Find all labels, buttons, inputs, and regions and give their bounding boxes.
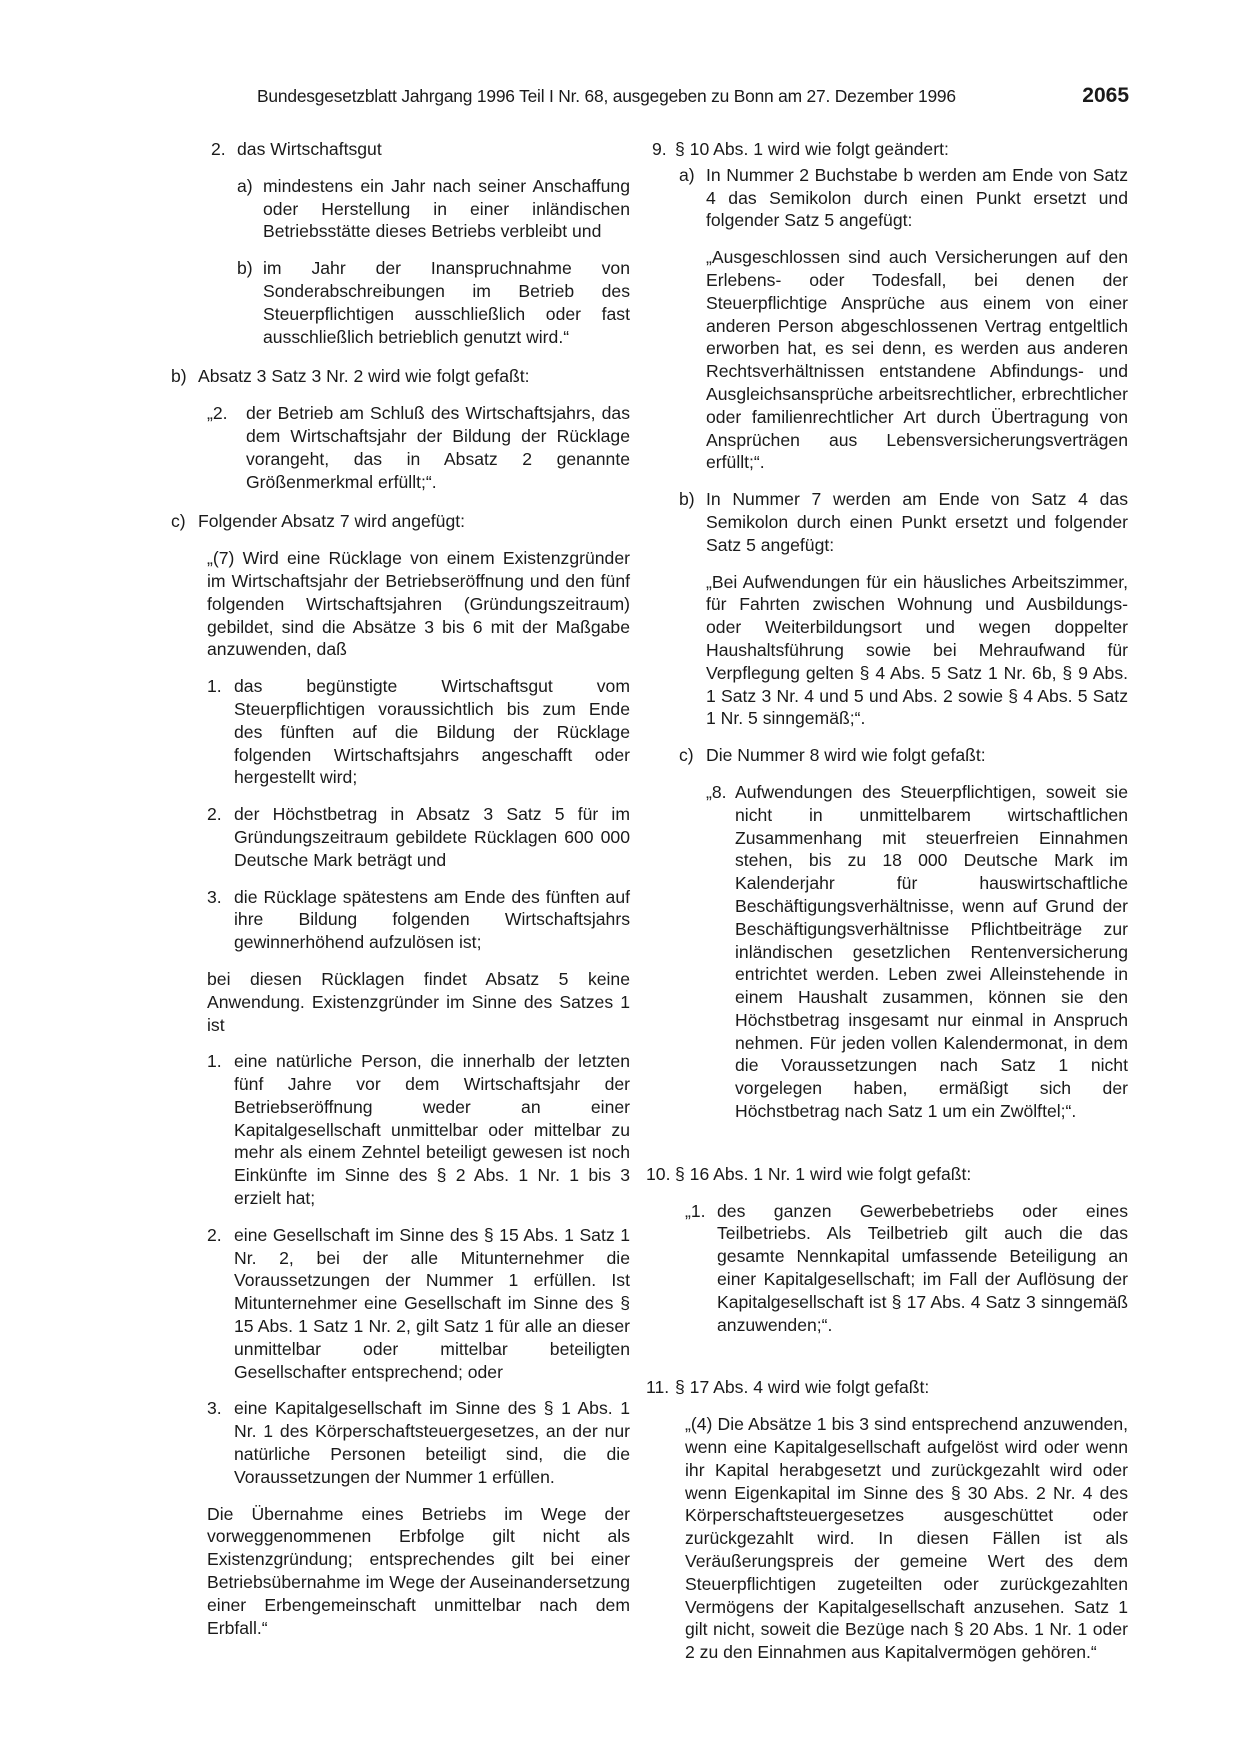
- right-column: [646, 138, 1128, 1664]
- paragraph: „(4) Die Absätze 1 bis 3 sind entsprechend anzuwenden, wenn eine Kapitalgesellschaft aufgelöst wird oder wenn ihr Kapital herabgesetzt und zurückgezahlt wird oder wenn Eigenkapital im Sinne des § 30 Abs. 2 Nr. 4 des Körperschaftsteuergesetzes ausgeschüttet oder zurückgezahlt wird. In diesen Fällen ist als Veräußerungspreis der gemeine Wert des dem Steuerpflichtigen zugeteilten oder zurückgezahlten Vermögens der Kapitalgesellschaft anzusehen. Satz 1 gilt nicht, soweit die Bezüge nach § 20 Abs. 1 Nr. 1 oder 2 zu den Einnahmen aus Kapitalvermögen gehören.“: [685, 1414, 1128, 1663]
- list-item: [679, 488, 1128, 556]
- item-label: „1.: [685, 1200, 706, 1221]
- item-label: 10.: [646, 1163, 671, 1184]
- item-label: 3.: [207, 1398, 222, 1419]
- list-item: [207, 1050, 630, 1210]
- item-label: 2.: [207, 1224, 222, 1245]
- item-label: c): [171, 511, 186, 532]
- paragraph: „Bei Aufwendungen für ein häusliches Arbeitszimmer, für Fahrten zwischen Wohnung und Ausbildungs- oder Weiterbildungsort und wegen doppelter Haushaltsführung sowie bei Mehraufwand für Verpflegung gelten § 4 Abs. 5 Satz 1 Nr. 6b, § 9 Abs. 1 Satz 3 Nr. 4 und 5 und Abs. 2 sowie § 4 Abs. 5 Satz 1 Nr. 5 sinngemäß;“.: [706, 571, 1128, 729]
- list-item: [706, 781, 1128, 1123]
- item-label: 2.: [207, 804, 222, 825]
- item-text: der Höchstbetrag in Absatz 3 Satz 5 für im Gründungszeitraum gebildete Rücklagen 600 000 Deutsche Mark beträgt und: [234, 804, 630, 870]
- item-text: eine Gesellschaft im Sinne des § 15 Abs. 1 Satz 1 Nr. 2, bei der alle Mitunternehmer die Voraussetzungen der Nummer 1 erfüllen. Ist Mitunternehmer eine Gesellschaft im Sinne des § 15 Abs. 1 Satz 1 Nr. 2, gilt Satz 1 für alle an dieser unmittelbar oder mittelbar beteiligten Gesellschafter entsprechend; oder: [234, 1224, 630, 1382]
- item-text: In Nummer 2 Buchstabe b werden am Ende von Satz 4 das Semikolon durch einen Punkt ersetzt und folgender Satz 5 angefügt:: [706, 164, 1128, 231]
- list-item: [679, 164, 1128, 232]
- item-text: im Jahr der Inanspruchnahme von Sonderabschreibungen im Betrieb des Steuerpflichtigen ausschließlich oder fast ausschließlich betrieblich genutzt wird.“: [263, 258, 630, 347]
- paragraph: Die Übernahme eines Betriebs im Wege der vorweggenommenen Erbfolge gilt nicht als Existenzgründung; entsprechendes gilt bei einer Betriebsübernahme im Wege der Auseinandersetzung einer Erbengemeinschaft unmittelbar nach dem Erbfall.“: [207, 1503, 630, 1638]
- list-item: [646, 1163, 1128, 1186]
- paragraph: „Ausgeschlossen sind auch Versicherungen auf den Erlebens- oder Todesfall, bei denen der Steuerpflichtige Ansprüche aus einem von einer anderen Person abgeschlossenen Vertrag entgeltlich erworben hat, es sei denn, es werden aus anderen Rechtsverhältnissen entstandene Abfindungs- und Ausgleichsansprüche arbeitsrechtlicher, erbrechtlicher oder familienrechtlicher Art durch Übertragung von Ansprüchen aus Lebensversicherungsverträgen erfüllt;“.: [706, 247, 1128, 473]
- item-text: der Betrieb am Schluß des Wirtschaftsjahrs, das dem Wirtschaftsjahr der Bildung der Rücklage vorangeht, das in Absatz 2 genannte Größenmerkmal erfüllt;“.: [246, 403, 630, 492]
- item-text: Folgender Absatz 7 wird angefügt:: [198, 511, 466, 532]
- list-item: [685, 1200, 1128, 1337]
- page-header: [257, 86, 1129, 112]
- item-text: eine natürliche Person, die innerhalb der letzten fünf Jahre vor dem Wirtschaftsjahr der Betriebseröffnung weder an einer Kapitalgesellschaft unmittelbar oder mittelbar zu mehr als einem Zehntel beteiligt gewesen ist noch Einkünfte im Sinne des § 2 Abs. 1 Nr. 1 bis 3 erzielt hat;: [234, 1051, 630, 1209]
- item-label: „2.: [207, 403, 228, 424]
- item-label: a): [237, 175, 253, 196]
- list-item: [237, 257, 630, 348]
- item-text: eine Kapitalgesellschaft im Sinne des § 1 Abs. 1 Nr. 1 des Körperschaftsteuergesetzes, an der nur natürliche Personen beteiligt sind, die die Voraussetzungen der Nummer 1 erfüllen.: [234, 1398, 630, 1487]
- item-label: b): [679, 489, 695, 510]
- item-label: 2.: [211, 139, 226, 159]
- item-text: Die Nummer 8 wird wie folgt gefaßt:: [706, 745, 986, 766]
- item-label: 11.: [646, 1377, 670, 1398]
- item-text: Absatz 3 Satz 3 Nr. 2 wird wie folgt gefaßt:: [198, 366, 530, 387]
- item-text: Aufwendungen des Steuerpflichtigen, soweit sie nicht in unmittelbarem wirtschaftlichen Zusammenhang mit steuerfreien Einnahmen stehen, bis zu 18 000 Deutsche Mark im Kalenderjahr für hauswirtschaftliche Beschäftigungsverhältnisse, wenn auf Grund der Beschäftigungsverhältnisse Pflichtbeiträge zur inländischen gesetzlichen Rentenversicherung entrichtet werden. Leben zwei Alleinstehende in einem Haushalt zusammen, können sie den Höchstbetrag insgesamt nur einmal in Anspruch nehmen. Für jeden vollen Kalendermonat, in dem die Voraussetzungen nach Satz 1 nicht vorgelegen haben, ermäßigt sich der Höchstbetrag nach Satz 1 um ein Zwölftel;“.: [735, 781, 1128, 1122]
- list-item: [207, 1397, 630, 1488]
- gazette-title: Bundesgesetzblatt Jahrgang 1996 Teil I Nr. 68, ausgegeben zu Bonn am 27. Dezember 1996: [257, 86, 956, 106]
- item-label: b): [171, 366, 187, 387]
- list-item: [207, 675, 630, 789]
- item-text: § 16 Abs. 1 Nr. 1 wird wie folgt gefaßt:: [675, 1163, 972, 1184]
- list-item: [652, 138, 1128, 161]
- list-item: [679, 744, 1128, 767]
- item-label: 1.: [207, 676, 222, 697]
- item-text: das Wirtschaftsgut: [237, 139, 382, 159]
- item-label: b): [237, 258, 253, 279]
- item-label: a): [679, 164, 695, 185]
- list-item: [171, 365, 630, 388]
- item-label: c): [679, 745, 694, 766]
- item-text: des ganzen Gewerbebetriebs oder eines Teilbetriebs. Als Teilbetrieb gilt auch die das gesamte Nennkapital umfassende Beteiligung an einer Kapitalgesellschaft; im Fall der Auflösung der Kapitalgesellschaft ist § 17 Abs. 4 Satz 3 sinngemäß anzuwenden;“.: [717, 1200, 1128, 1335]
- item-text: § 10 Abs. 1 wird wie folgt geändert:: [675, 139, 949, 159]
- paragraph: bei diesen Rücklagen findet Absatz 5 keine Anwendung. Existenzgründer im Sinne des Satzes 1 ist: [207, 968, 630, 1035]
- list-item: [207, 402, 630, 493]
- item-label: 9.: [652, 139, 667, 159]
- left-column: [171, 138, 630, 1639]
- item-label: „8.: [706, 781, 727, 802]
- paragraph: „(7) Wird eine Rücklage von einem Existenzgründer im Wirtschaftsjahr der Betriebseröffnung und den fünf folgenden Wirtschaftsjahren (Gründungszeitraum) gebildet, sind die Absätze 3 bis 6 mit der Maßgabe anzuwenden, daß: [207, 548, 630, 660]
- item-text: In Nummer 7 werden am Ende von Satz 4 das Semikolon durch einen Punkt ersetzt und folgender Satz 5 angefügt:: [706, 489, 1128, 555]
- item-text: die Rücklage spätestens am Ende des fünften auf ihre Bildung folgenden Wirtschaftsjahrs gewinnerhöhend aufzulösen ist;: [234, 886, 630, 953]
- item-text: das begünstigte Wirtschaftsgut vom Steuerpflichtigen voraussichtlich bis zum Ende des fünften auf die Bildung der Rücklage folgenden Wirtschaftsjahrs angeschafft oder hergestellt wird;: [234, 676, 630, 788]
- item-label: 3.: [207, 886, 222, 907]
- list-item: [207, 1224, 630, 1384]
- item-text: mindestens ein Jahr nach seiner Anschaffung oder Herstellung in einer inländischen Betriebsstätte dieses Betriebs verbleibt und: [263, 175, 630, 242]
- list-item: [646, 1376, 1128, 1399]
- item-label: 1.: [207, 1051, 222, 1072]
- list-item: [171, 510, 630, 533]
- list-item: [207, 886, 630, 954]
- item-text: § 17 Abs. 4 wird wie folgt gefaßt:: [675, 1377, 930, 1398]
- list-item: [207, 803, 630, 871]
- list-item: [237, 175, 630, 243]
- list-item: [211, 138, 630, 161]
- page-number: 2065: [1082, 84, 1129, 107]
